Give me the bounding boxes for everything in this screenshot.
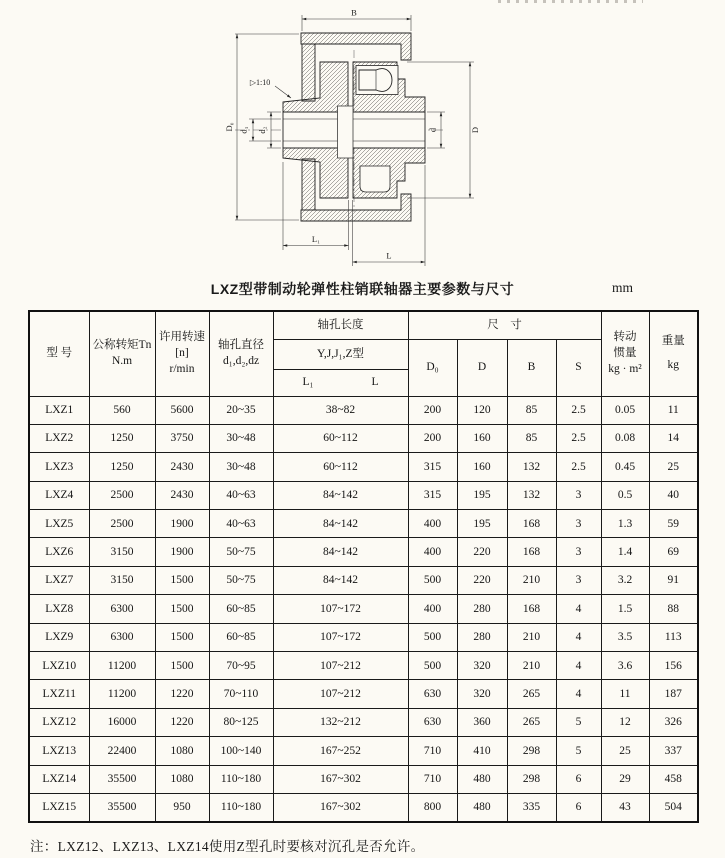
- value-cell: 337: [649, 737, 698, 765]
- value-cell: 12: [601, 708, 649, 736]
- value-cell: 335: [507, 793, 556, 821]
- value-cell: 29: [601, 765, 649, 793]
- value-cell: 410: [457, 737, 507, 765]
- value-cell: 5: [556, 708, 601, 736]
- value-cell: 3.2: [601, 566, 649, 594]
- model-cell: LXZ9: [29, 623, 89, 651]
- value-cell: 2.5: [556, 396, 601, 424]
- spec-table: [28, 310, 699, 823]
- value-cell: 38~82: [273, 396, 408, 424]
- value-cell: 43: [601, 793, 649, 821]
- value-cell: 298: [507, 765, 556, 793]
- value-cell: 60~85: [209, 623, 273, 651]
- value-cell: 3.5: [601, 623, 649, 651]
- value-cell: 320: [457, 680, 507, 708]
- value-cell: 110~180: [209, 765, 273, 793]
- table-row: [29, 424, 698, 452]
- model-cell: LXZ5: [29, 510, 89, 538]
- value-cell: 11: [649, 396, 698, 424]
- value-cell: 156: [649, 652, 698, 680]
- value-cell: 35500: [89, 793, 155, 821]
- value-cell: 1500: [155, 652, 209, 680]
- value-cell: 132: [507, 453, 556, 481]
- value-cell: 1.4: [601, 538, 649, 566]
- col-header-inertia: 转动 惯量 kg · m²: [601, 311, 649, 396]
- footnote: 注：LXZ12、LXZ13、LXZ14使用Z型孔时要核对沉孔是否允许。: [30, 839, 425, 854]
- page-title: LXZ型带制动轮弹性柱销联轴器主要参数与尺寸: [210, 281, 515, 297]
- value-cell: 4: [556, 652, 601, 680]
- value-cell: 280: [457, 623, 507, 651]
- value-cell: 6300: [89, 623, 155, 651]
- value-cell: 326: [649, 708, 698, 736]
- value-cell: 70~110: [209, 680, 273, 708]
- model-cell: LXZ4: [29, 481, 89, 509]
- table-header: [29, 311, 698, 396]
- value-cell: 3150: [89, 538, 155, 566]
- value-cell: 0.08: [601, 424, 649, 452]
- value-cell: 168: [507, 538, 556, 566]
- col-header-D0: D₀: [408, 339, 457, 396]
- value-cell: 1220: [155, 708, 209, 736]
- col-header-D: D: [457, 339, 507, 396]
- model-cell: LXZ6: [29, 538, 89, 566]
- value-cell: 3: [556, 538, 601, 566]
- model-cell: LXZ11: [29, 680, 89, 708]
- col-header-model: 型 号: [29, 311, 89, 396]
- value-cell: 84~142: [273, 566, 408, 594]
- table-row: [29, 453, 698, 481]
- value-cell: 59: [649, 510, 698, 538]
- value-cell: 1220: [155, 680, 209, 708]
- model-cell: LXZ1: [29, 396, 89, 424]
- value-cell: 1250: [89, 424, 155, 452]
- value-cell: 11200: [89, 652, 155, 680]
- dim-label-D: D: [470, 126, 480, 134]
- value-cell: 14: [649, 424, 698, 452]
- value-cell: 35500: [89, 765, 155, 793]
- value-cell: 132: [507, 481, 556, 509]
- value-cell: 400: [408, 538, 457, 566]
- value-cell: 187: [649, 680, 698, 708]
- value-cell: 210: [507, 652, 556, 680]
- value-cell: 91: [649, 566, 698, 594]
- spec-table-body: [29, 396, 698, 822]
- value-cell: 160: [457, 453, 507, 481]
- col-header-bore-diameter: 轴孔直径 d₁,d₂,dz: [209, 311, 273, 396]
- value-cell: 107~212: [273, 680, 408, 708]
- col-header-speed: 许用转速 [n] r/min: [155, 311, 209, 396]
- value-cell: 500: [408, 623, 457, 651]
- value-cell: 0.05: [601, 396, 649, 424]
- value-cell: 88: [649, 595, 698, 623]
- value-cell: 400: [408, 510, 457, 538]
- table-row: [29, 481, 698, 509]
- value-cell: 3: [556, 510, 601, 538]
- cropped-text-fragment: [498, 0, 643, 3]
- value-cell: 2500: [89, 510, 155, 538]
- value-cell: 950: [155, 793, 209, 821]
- value-cell: 6: [556, 765, 601, 793]
- value-cell: 110~180: [209, 793, 273, 821]
- coupling-diagram: [223, 0, 507, 272]
- value-cell: 1080: [155, 765, 209, 793]
- model-cell: LXZ8: [29, 595, 89, 623]
- col-header-S: S: [556, 339, 601, 396]
- taper-label: ▷1:10: [249, 78, 271, 87]
- value-cell: 220: [457, 538, 507, 566]
- value-cell: 3: [556, 566, 601, 594]
- value-cell: 500: [408, 566, 457, 594]
- value-cell: 710: [408, 737, 457, 765]
- table-row: [29, 708, 698, 736]
- value-cell: 360: [457, 708, 507, 736]
- dim-label-B: B: [351, 7, 357, 18]
- value-cell: 280: [457, 595, 507, 623]
- value-cell: 84~142: [273, 510, 408, 538]
- value-cell: 6300: [89, 595, 155, 623]
- value-cell: 630: [408, 708, 457, 736]
- value-cell: 265: [507, 708, 556, 736]
- value-cell: 167~302: [273, 765, 408, 793]
- col-header-B: B: [507, 339, 556, 396]
- value-cell: 1080: [155, 737, 209, 765]
- value-cell: 60~112: [273, 424, 408, 452]
- col-header-L1-L: L₁ L: [273, 369, 408, 396]
- value-cell: 1500: [155, 595, 209, 623]
- value-cell: 1900: [155, 510, 209, 538]
- value-cell: 70~95: [209, 652, 273, 680]
- value-cell: 0.45: [601, 453, 649, 481]
- value-cell: 1500: [155, 566, 209, 594]
- value-cell: 315: [408, 453, 457, 481]
- table-row: [29, 538, 698, 566]
- value-cell: 20~35: [209, 396, 273, 424]
- value-cell: 25: [601, 737, 649, 765]
- value-cell: 5: [556, 737, 601, 765]
- value-cell: 265: [507, 680, 556, 708]
- value-cell: 220: [457, 566, 507, 594]
- value-cell: 504: [649, 793, 698, 821]
- value-cell: 2500: [89, 481, 155, 509]
- value-cell: 3: [556, 481, 601, 509]
- value-cell: 40: [649, 481, 698, 509]
- title-row: [28, 279, 697, 299]
- value-cell: 22400: [89, 737, 155, 765]
- value-cell: 320: [457, 652, 507, 680]
- value-cell: 69: [649, 538, 698, 566]
- value-cell: 480: [457, 765, 507, 793]
- col-header-torque: 公称转矩Tn N.m: [89, 311, 155, 396]
- dim-label-d2: d₂: [257, 126, 267, 134]
- value-cell: 210: [507, 623, 556, 651]
- value-cell: 560: [89, 396, 155, 424]
- unit-label: mm: [612, 280, 634, 295]
- value-cell: 50~75: [209, 538, 273, 566]
- value-cell: 100~140: [209, 737, 273, 765]
- value-cell: 50~75: [209, 566, 273, 594]
- model-cell: LXZ12: [29, 708, 89, 736]
- table-row: [29, 765, 698, 793]
- value-cell: 1500: [155, 623, 209, 651]
- value-cell: 30~48: [209, 453, 273, 481]
- value-cell: 200: [408, 424, 457, 452]
- value-cell: 25: [649, 453, 698, 481]
- value-cell: 2430: [155, 481, 209, 509]
- value-cell: 167~252: [273, 737, 408, 765]
- value-cell: 3750: [155, 424, 209, 452]
- table-row: [29, 510, 698, 538]
- value-cell: 458: [649, 765, 698, 793]
- value-cell: 2430: [155, 453, 209, 481]
- dim-label-d: d: [427, 127, 438, 133]
- table-row: [29, 652, 698, 680]
- dim-label-D0: D₀: [224, 122, 234, 132]
- dim-label-d1: d₁: [238, 126, 249, 134]
- value-cell: 40~63: [209, 481, 273, 509]
- value-cell: 1900: [155, 538, 209, 566]
- col-header-bore-length: 轴孔长度: [273, 311, 408, 339]
- elastic-pin: [356, 66, 398, 95]
- value-cell: 16000: [89, 708, 155, 736]
- value-cell: 4: [556, 595, 601, 623]
- value-cell: 1.5: [601, 595, 649, 623]
- value-cell: 30~48: [209, 424, 273, 452]
- col-header-weight: 重量 kg: [649, 311, 698, 396]
- value-cell: 0.5: [601, 481, 649, 509]
- value-cell: 400: [408, 595, 457, 623]
- value-cell: 84~142: [273, 538, 408, 566]
- value-cell: 195: [457, 510, 507, 538]
- value-cell: 168: [507, 510, 556, 538]
- value-cell: 315: [408, 481, 457, 509]
- value-cell: 5600: [155, 396, 209, 424]
- value-cell: 160: [457, 424, 507, 452]
- value-cell: 85: [507, 396, 556, 424]
- value-cell: 80~125: [209, 708, 273, 736]
- table-row: [29, 793, 698, 821]
- value-cell: 40~63: [209, 510, 273, 538]
- value-cell: 2.5: [556, 453, 601, 481]
- model-cell: LXZ13: [29, 737, 89, 765]
- value-cell: 210: [507, 566, 556, 594]
- value-cell: 4: [556, 680, 601, 708]
- dim-label-L: L: [386, 250, 392, 261]
- value-cell: 132~212: [273, 708, 408, 736]
- value-cell: 710: [408, 765, 457, 793]
- lower-recess: [360, 166, 390, 192]
- value-cell: 167~302: [273, 793, 408, 821]
- value-cell: 60~112: [273, 453, 408, 481]
- table-row: [29, 396, 698, 424]
- value-cell: 298: [507, 737, 556, 765]
- col-header-bore-types: Y,J,J₁,Z型: [273, 339, 408, 369]
- value-cell: 1250: [89, 453, 155, 481]
- model-cell: LXZ14: [29, 765, 89, 793]
- value-cell: 84~142: [273, 481, 408, 509]
- value-cell: 4: [556, 623, 601, 651]
- value-cell: 3150: [89, 566, 155, 594]
- value-cell: 630: [408, 680, 457, 708]
- table-row: [29, 737, 698, 765]
- value-cell: 195: [457, 481, 507, 509]
- model-cell: LXZ10: [29, 652, 89, 680]
- value-cell: 2.5: [556, 424, 601, 452]
- col-header-dimensions: 尺 寸: [408, 311, 601, 339]
- table-row: [29, 623, 698, 651]
- value-cell: 3.6: [601, 652, 649, 680]
- table-row: [29, 595, 698, 623]
- value-cell: 800: [408, 793, 457, 821]
- value-cell: 500: [408, 652, 457, 680]
- model-cell: LXZ2: [29, 424, 89, 452]
- value-cell: 60~85: [209, 595, 273, 623]
- model-cell: LXZ7: [29, 566, 89, 594]
- table-row: [29, 680, 698, 708]
- value-cell: 113: [649, 623, 698, 651]
- dim-label-L1: L₁: [311, 234, 321, 244]
- value-cell: 480: [457, 793, 507, 821]
- value-cell: 120: [457, 396, 507, 424]
- value-cell: 107~172: [273, 623, 408, 651]
- value-cell: 107~172: [273, 595, 408, 623]
- value-cell: 168: [507, 595, 556, 623]
- table-row: [29, 566, 698, 594]
- value-cell: 6: [556, 793, 601, 821]
- model-cell: LXZ15: [29, 793, 89, 821]
- value-cell: 107~212: [273, 652, 408, 680]
- value-cell: 85: [507, 424, 556, 452]
- value-cell: 11200: [89, 680, 155, 708]
- model-cell: LXZ3: [29, 453, 89, 481]
- coupling-cross-section: [223, 0, 507, 272]
- value-cell: 11: [601, 680, 649, 708]
- value-cell: 200: [408, 396, 457, 424]
- value-cell: 1.3: [601, 510, 649, 538]
